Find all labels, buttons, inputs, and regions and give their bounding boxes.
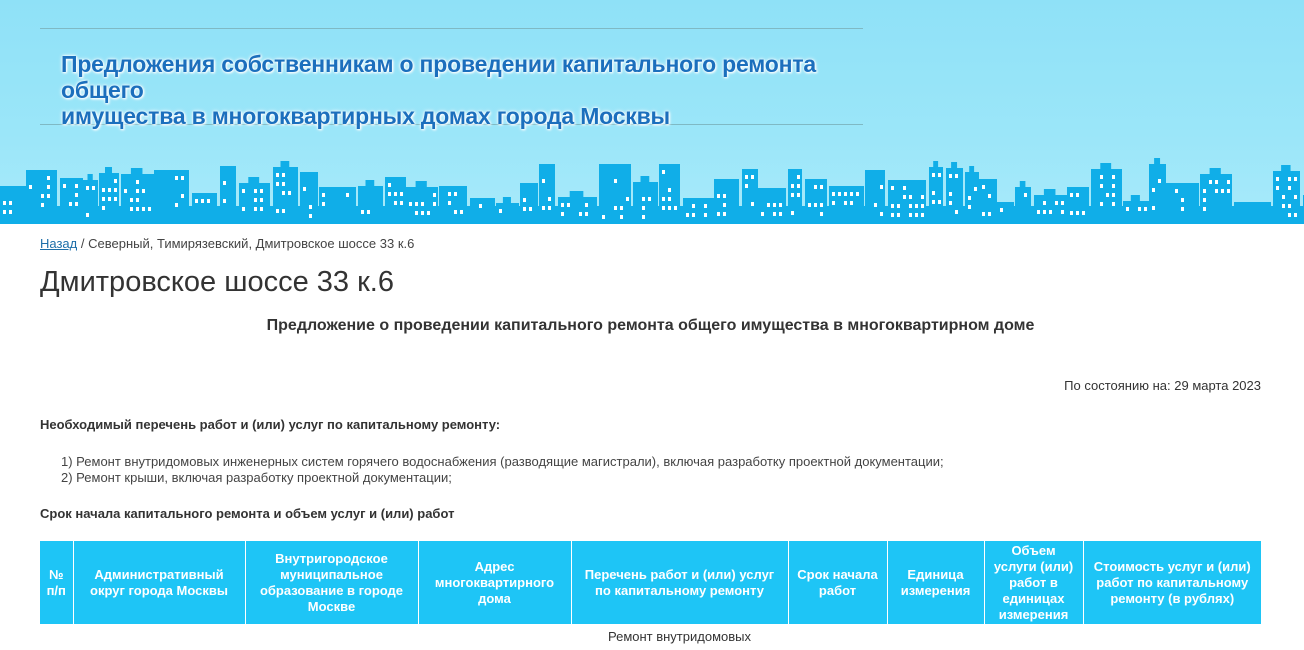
works-list-item: 2) Ремонт крыши, включая разработку проектной документации; — [61, 470, 452, 485]
table-cell-works: Ремонт внутридомовых — [607, 629, 751, 644]
column-header-district: Административный округ города Москвы — [73, 541, 245, 624]
site-title — [61, 51, 861, 129]
breadcrumb — [40, 236, 414, 251]
breadcrumb-separator: / — [80, 236, 85, 251]
works-list — [61, 454, 944, 486]
column-header-works: Перечень работ и (или) услуг по капитальному ремонту — [571, 541, 788, 624]
schedule-heading: Срок начала капитального ремонта и объем услуг и (или) работ — [40, 506, 455, 521]
works-heading: Необходимый перечень работ и (или) услуг по капитальному ремонту: — [40, 417, 501, 432]
column-header-volume: Объем услуги (или) работ в единицах измерения — [984, 541, 1083, 624]
works-list-item: 1) Ремонт внутридомовых инженерных систем горячего водоснабжения (разводящие магистрали), включая разработку проектной документации; — [61, 454, 944, 469]
city-skyline-illustration — [0, 150, 1304, 224]
as-of-date: По состоянию на: 29 марта 2023 — [1064, 378, 1261, 393]
repair-schedule-table — [40, 541, 1261, 649]
column-header-unit: Единица измерения — [887, 541, 984, 624]
column-header-municipality: Внутригородское муниципальное образование в городе Москве — [245, 541, 418, 624]
breadcrumb-path: Северный, Тимирязевский, Дмитровское шоссе 33 к.6 — [88, 236, 415, 251]
header-title-box — [40, 28, 863, 129]
site-title-line-2: имущества в многоквартирных домах города Москвы — [61, 103, 670, 129]
site-title-line-1: Предложения собственникам о проведении капитального ремонта общего — [61, 51, 816, 103]
site-header — [0, 0, 1304, 224]
column-header-start-date: Срок начала работ — [788, 541, 887, 624]
column-header-cost: Стоимость услуг и (или) работ по капитальному ремонту (в рублях) — [1083, 541, 1261, 624]
table-header-row — [40, 541, 1261, 624]
table-row — [40, 624, 1261, 649]
proposal-subtitle: Предложение о проведении капитального ремонта общего имущества в многоквартирном доме — [266, 317, 1035, 334]
page-title: Дмитровское шоссе 33 к.6 — [40, 266, 394, 298]
column-header-number: № п/п — [40, 541, 73, 624]
column-header-address: Адрес многоквартирного дома — [418, 541, 571, 624]
back-link[interactable]: Назад — [40, 236, 78, 251]
